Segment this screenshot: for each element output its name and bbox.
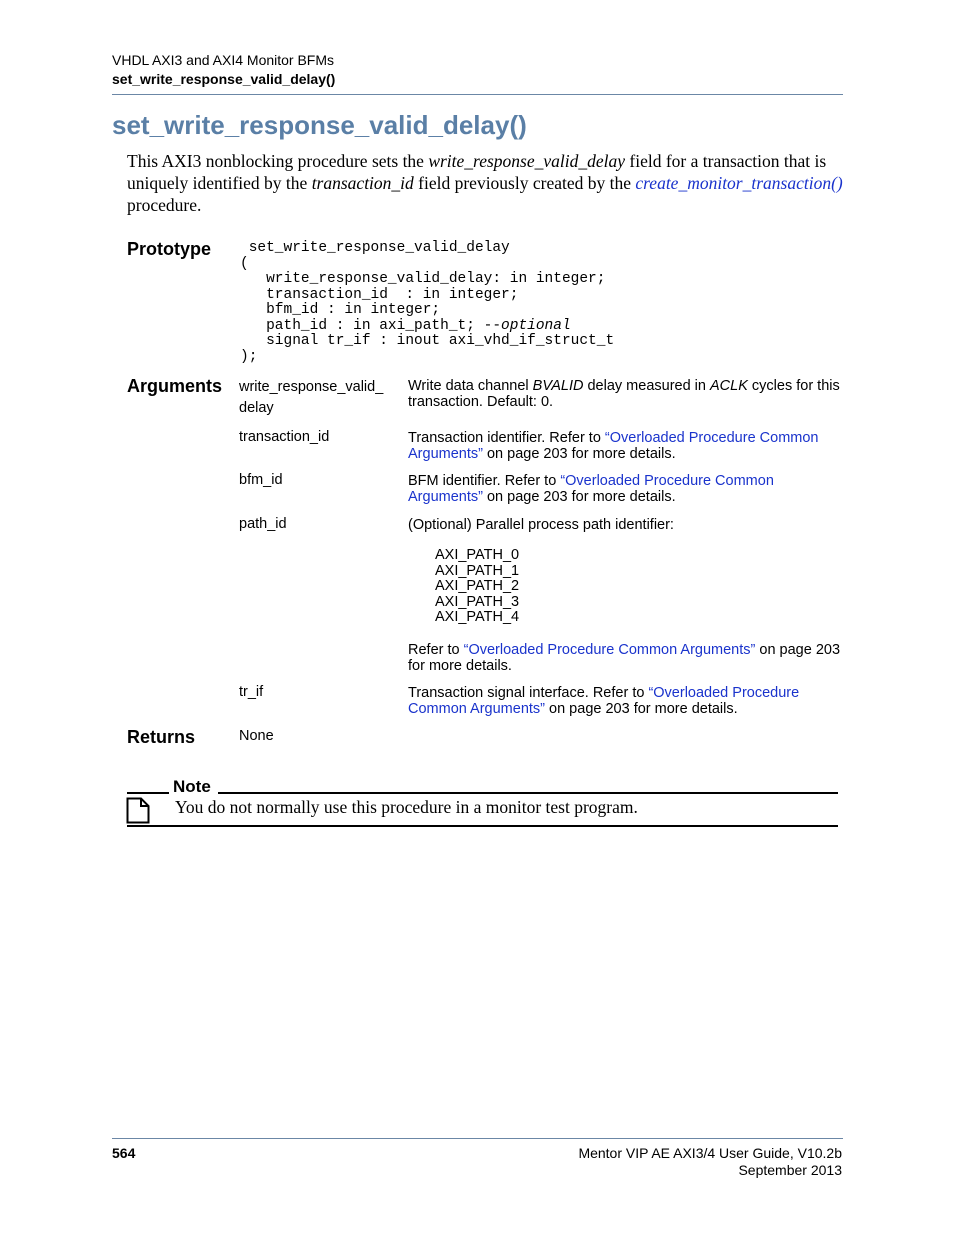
- code-line: signal tr_if : inout axi_vhd_if_struct_t: [240, 333, 615, 349]
- intro-field-name: write_response_valid_delay: [428, 151, 626, 171]
- footer-rule: [112, 1138, 843, 1139]
- path-value: AXI_PATH_4: [435, 609, 520, 625]
- description-text: on page 203 for more details.: [482, 446, 676, 462]
- argument-name-transaction-id: transaction_id: [239, 429, 330, 445]
- footer-guide-title: Mentor VIP AE AXI3/4 User Guide, V10.2b: [578, 1145, 842, 1161]
- description-text: cycles for this transaction. Default: 0.: [408, 378, 840, 410]
- description-text: Write data channel: [408, 378, 533, 394]
- note-text: You do not normally use this procedure in a monitor test program.: [175, 797, 638, 817]
- intro-text: field previously created by the: [413, 173, 636, 193]
- prototype-code: [240, 241, 614, 365]
- argument-description-path-id: (Optional) Parallel process path identifier:: [408, 517, 674, 533]
- code-line: set_write_response_valid_delay: [240, 240, 510, 256]
- code-line: transaction_id : in integer;: [240, 286, 519, 303]
- argument-description-transaction-id: [408, 430, 844, 462]
- intro-text: field for a transaction that is uniquely identified by the: [127, 151, 827, 193]
- code-line: bfm_id : in integer;: [240, 302, 441, 318]
- signal-name: BVALID: [532, 378, 584, 394]
- code-line: write_response_valid_delay: in integer;: [240, 271, 606, 287]
- prototype-label: Prototype: [127, 239, 212, 259]
- create-monitor-transaction-link[interactable]: create_monitor_transaction(): [635, 173, 843, 193]
- clock-name: ACLK: [710, 378, 748, 394]
- description-text: Transaction identifier. Refer to: [408, 430, 605, 446]
- code-line: (: [240, 255, 249, 272]
- path-value: AXI_PATH_0: [435, 547, 520, 563]
- overloaded-procedure-link[interactable]: “Overloaded Procedure Common Arguments”: [408, 473, 774, 505]
- note-rule-right: [218, 792, 838, 794]
- overloaded-procedure-link[interactable]: “Overloaded Procedure Common Arguments”: [408, 685, 800, 717]
- note-rule-left: [127, 792, 169, 794]
- page-number: 564: [112, 1145, 136, 1161]
- description-text: BFM identifier. Refer to: [408, 473, 561, 489]
- footer-date: September 2013: [738, 1162, 842, 1178]
- note-title: Note: [173, 777, 211, 796]
- argument-name-tr-if: tr_if: [239, 684, 264, 700]
- argument-description-tr-if: [408, 685, 844, 717]
- code-line: );: [240, 348, 258, 365]
- argument-name-part: write_response_valid_: [239, 379, 384, 395]
- intro-field-name: transaction_id: [311, 173, 414, 193]
- argument-name-path-id: path_id: [239, 516, 287, 532]
- argument-name-write-response-valid-delay: [239, 377, 383, 419]
- arguments-label: Arguments: [127, 376, 223, 396]
- note-rule-bottom: [127, 825, 838, 827]
- description-text: Refer to: [408, 642, 464, 658]
- argument-description-bfm-id: [408, 473, 844, 505]
- description-text: Transaction signal interface. Refer to: [408, 685, 649, 701]
- path-value: AXI_PATH_2: [435, 578, 520, 594]
- intro-paragraph: [127, 150, 843, 216]
- overloaded-procedure-link[interactable]: “Overloaded Procedure Common Arguments”: [463, 642, 756, 658]
- path-id-values: [435, 548, 519, 626]
- argument-name-bfm-id: bfm_id: [239, 472, 283, 488]
- intro-text: procedure.: [127, 195, 202, 215]
- argument-name-part: delay: [239, 400, 274, 416]
- returns-label: Returns: [127, 727, 196, 747]
- description-text: on page 203 for more details.: [545, 701, 738, 717]
- header-rule: [112, 94, 843, 95]
- description-text: on page 203 for more details.: [482, 489, 676, 505]
- argument-reference-path-id: [408, 642, 844, 674]
- returns-value: None: [239, 728, 274, 744]
- path-value: AXI_PATH_1: [435, 562, 520, 579]
- code-comment: optional: [501, 317, 571, 334]
- running-header-chapter: VHDL AXI3 and AXI4 Monitor BFMs: [112, 52, 335, 68]
- description-text: delay measured in: [583, 378, 710, 394]
- description-text: on page 203 for more details.: [408, 642, 841, 674]
- running-header-section: set_write_response_valid_delay(): [112, 71, 336, 87]
- code-line: path_id : in axi_path_t; --: [240, 317, 502, 334]
- page-title: set_write_response_valid_delay(): [112, 110, 527, 140]
- path-value: AXI_PATH_3: [435, 593, 520, 610]
- intro-text: This AXI3 nonblocking procedure sets the: [127, 151, 429, 171]
- argument-description-write-response-valid-delay: [408, 378, 844, 410]
- overloaded-procedure-link[interactable]: “Overloaded Procedure Common Arguments”: [408, 430, 819, 462]
